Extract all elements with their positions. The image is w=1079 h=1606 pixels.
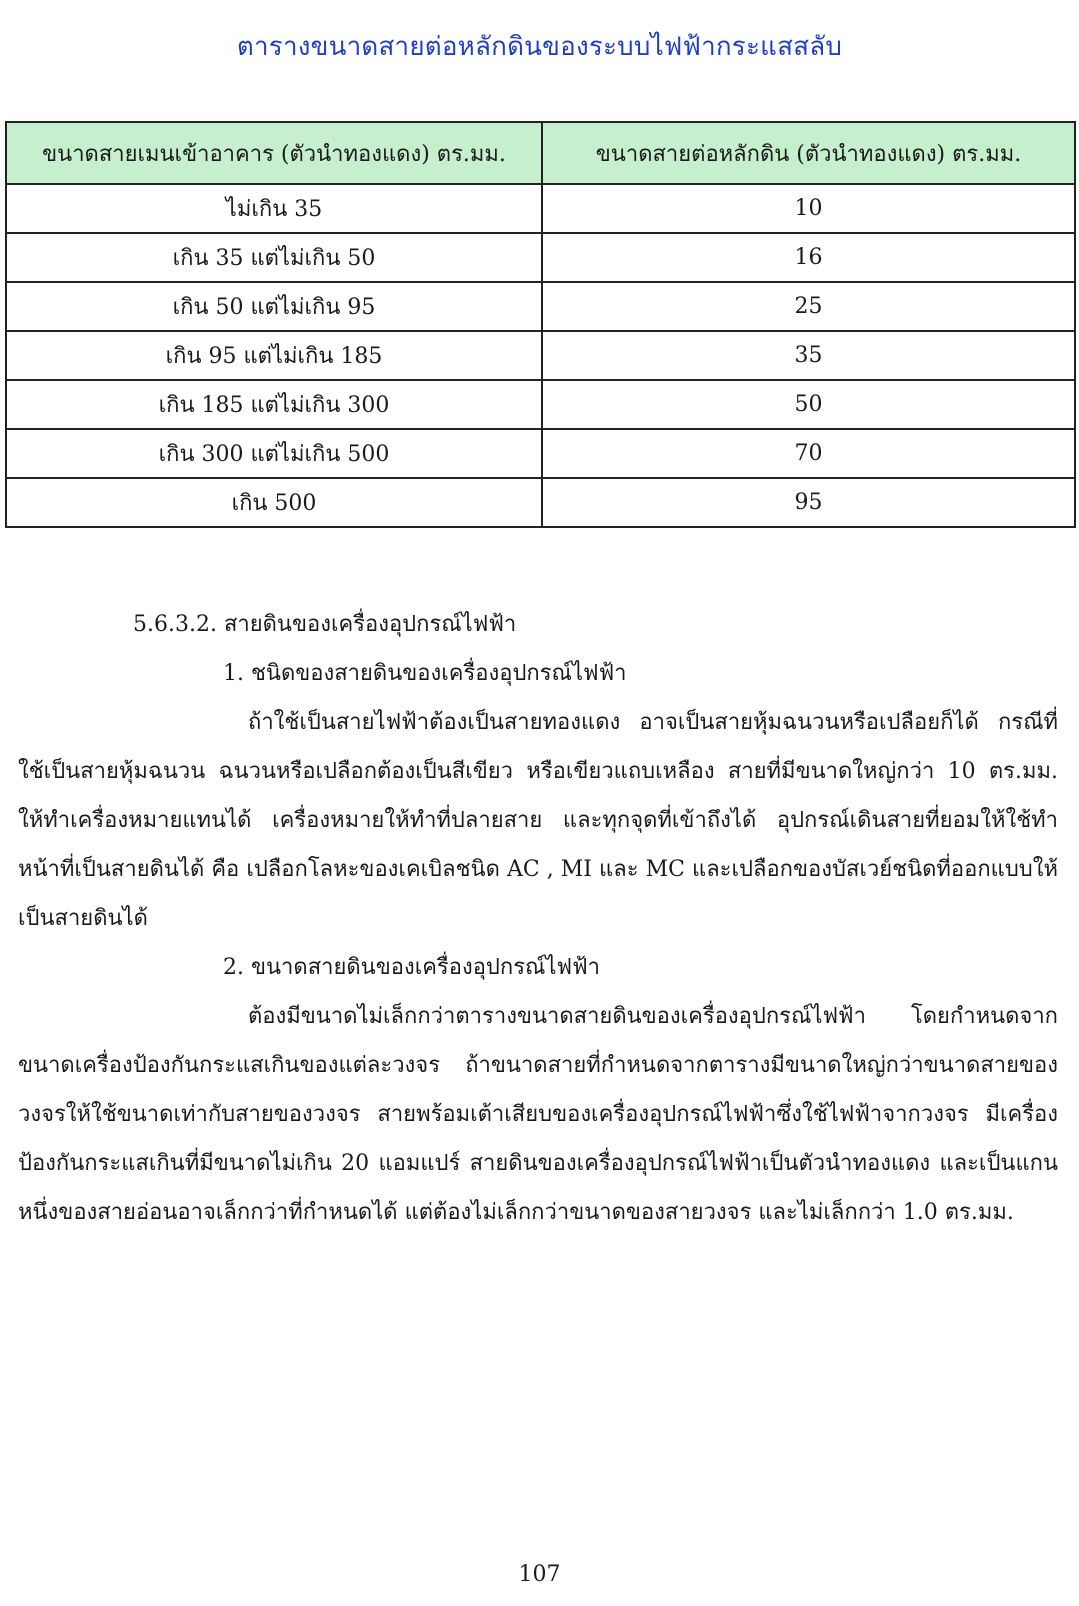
ground-conductor-table [5,121,1076,528]
cell-ground-size: 25 [542,282,1075,331]
header-ground-conductor: ขนาดสายต่อหลักดิน (ตัวนำทองแดง) ตร.มม. [542,122,1075,184]
cell-ground-size: 35 [542,331,1075,380]
cell-service-size: เกิน 500 [6,478,542,527]
cell-ground-size: 50 [542,380,1075,429]
section-heading: 5.6.3.2. สายดินของเครื่องอุปกรณ์ไฟฟ้า [133,612,517,637]
subsection-2-paragraph: ต้องมีขนาดไม่เล็กกว่าตารางขนาดสายดินของเครื่องอุปกรณ์ไฟฟ้า โดยกำหนดจากขนาดเครื่องป้องกันกระแสเกินของแต่ละวงจร ถ้าขนาดสายที่กำหนดจากตารางมีขนาดใหญ่กว่าขนาดสายของวงจรให้ใช้ขนาดเท่ากับสายของวงจร สายพร้อมเต้าเสียบของเครื่องอุปกรณ์ไฟฟ้าซึ่งใช้ไฟฟ้าจากวงจร มีเครื่องป้องกันกระแสเกินที่มีขนาดไม่เกิน 20 แอมแปร์ สายดินของเครื่องอุปกรณ์ไฟฟ้าเป็นตัวนำทองแดง และเป็นแกนหนึ่งของสายอ่อนอาจเล็กกว่าที่กำหนดได้ แต่ต้องไม่เล็กกว่าขนาดของสายวงจร และไม่เล็กกว่า 1.0 ตร.มม. [18,1004,1058,1225]
cell-ground-size: 95 [542,478,1075,527]
cell-service-size: ไม่เกิน 35 [6,184,542,233]
table-row [6,478,1075,527]
cell-ground-size: 70 [542,429,1075,478]
header-service-conductor: ขนาดสายเมนเข้าอาคาร (ตัวนำทองแดง) ตร.มม. [6,122,542,184]
cell-service-size: เกิน 185 แต่ไม่เกิน 300 [6,380,542,429]
table-row [6,331,1075,380]
cell-ground-size: 16 [542,233,1075,282]
table-header-row [6,122,1075,184]
cell-service-size: เกิน 95 แต่ไม่เกิน 185 [6,331,542,380]
cell-service-size: เกิน 35 แต่ไม่เกิน 50 [6,233,542,282]
table-row [6,282,1075,331]
table-row [6,184,1075,233]
page-title: ตารางขนาดสายต่อหลักดินของระบบไฟฟ้ากระแสสลับ [236,32,843,62]
section-body [18,600,1058,1237]
table-row [6,380,1075,429]
cell-service-size: เกิน 300 แต่ไม่เกิน 500 [6,429,542,478]
cell-ground-size: 10 [542,184,1075,233]
cell-service-size: เกิน 50 แต่ไม่เกิน 95 [6,282,542,331]
subsection-2-heading: 2. ขนาดสายดินของเครื่องอุปกรณ์ไฟฟ้า [223,955,600,980]
page-number: 107 [518,1562,561,1587]
table-row [6,233,1075,282]
subsection-1-paragraph: ถ้าใช้เป็นสายไฟฟ้าต้องเป็นสายทองแดง อาจเป็นสายหุ้มฉนวนหรือเปลือยก็ได้ กรณีที่ใช้เป็นสายหุ้มฉนวน ฉนวนหรือเปลือกต้องเป็นสีเขียว หรือเขียวแถบเหลือง สายที่มีขนาดใหญ่กว่า 10 ตร.มม. ให้ทำเครื่องหมายแทนได้ เครื่องหมายให้ทำที่ปลายสาย และทุกจุดที่เข้าถึงได้ อุปกรณ์เดินสายที่ยอมให้ใช้ทำหน้าที่เป็นสายดินได้ คือ เปลือกโลหะของเคเบิลชนิด AC , MI และ MC และเปลือกของบัสเวย์ชนิดที่ออกแบบให้เป็นสายดินได้ [18,710,1058,931]
table-row [6,429,1075,478]
subsection-1-heading: 1. ชนิดของสายดินของเครื่องอุปกรณ์ไฟฟ้า [223,661,627,686]
